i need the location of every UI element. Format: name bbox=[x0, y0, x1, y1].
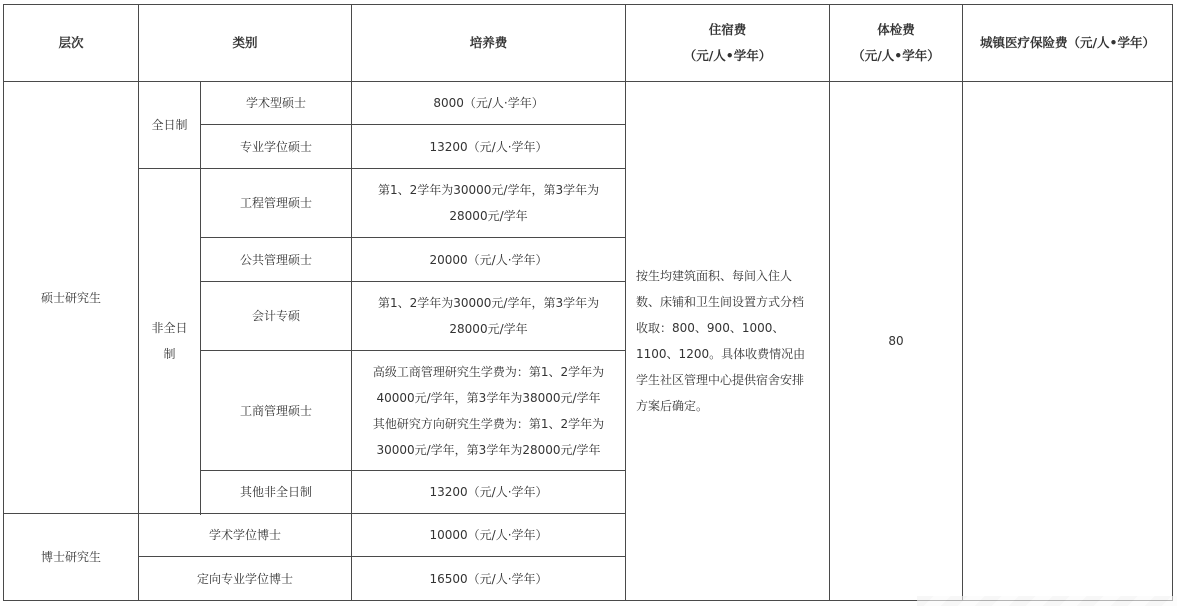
dorm-fee-line: 学生社区管理中心提供宿舍安排 bbox=[636, 373, 805, 387]
row-name: 工商管理硕士 bbox=[201, 351, 352, 471]
medical-fee-cell: 80 bbox=[830, 82, 963, 601]
insurance-fee-cell bbox=[963, 82, 1173, 601]
row-name: 工程管理硕士 bbox=[201, 169, 352, 238]
header-category: 类别 bbox=[139, 5, 352, 82]
row-fee: 13200（元/人·学年） bbox=[352, 125, 626, 169]
group-parttime bbox=[139, 169, 201, 514]
group-doctor: 博士研究生 bbox=[4, 514, 139, 601]
row-fee: 第1、2学年为30000元/学年，第3学年为 28000元/学年 bbox=[352, 169, 626, 238]
header-medical-unit: （元/人•学年） bbox=[852, 48, 940, 63]
row-name: 会计专硕 bbox=[201, 282, 352, 351]
row-name: 专业学位硕士 bbox=[201, 125, 352, 169]
row-fee: 16500（元/人·学年） bbox=[352, 557, 626, 601]
row-name: 定向专业学位博士 bbox=[139, 557, 352, 601]
row-name: 其他非全日制 bbox=[201, 471, 352, 514]
row-name: 公共管理硕士 bbox=[201, 238, 352, 282]
group-fulltime: 全日制 bbox=[139, 82, 201, 169]
header-insurance: 城镇医疗保险费（元/人•学年） bbox=[963, 5, 1173, 82]
header-row bbox=[4, 5, 1173, 82]
fee-table bbox=[3, 4, 1173, 601]
row-name: 学术型硕士 bbox=[201, 82, 352, 125]
row-fee: 10000（元/人·学年） bbox=[352, 514, 626, 557]
header-medical-title: 体检费 bbox=[877, 22, 915, 37]
header-tuition: 培养费 bbox=[352, 5, 626, 82]
row-name: 学术学位博士 bbox=[139, 514, 352, 557]
dorm-fee-line: 方案后确定。 bbox=[636, 399, 709, 413]
group-master: 硕士研究生 bbox=[4, 82, 139, 514]
row-fee: 8000（元/人·学年） bbox=[352, 82, 626, 125]
header-level: 层次 bbox=[4, 5, 139, 82]
header-dorm-unit: （元/人•学年） bbox=[683, 48, 772, 63]
header-dorm bbox=[626, 5, 830, 82]
dorm-fee-line: 按生均建筑面积、每间入住人 bbox=[636, 269, 793, 283]
row-fee: 高级工商管理研究生学费为：第1、2学年为 40000元/学年，第3学年为38000元/学年 其他研究方向研究生学费为：第1、2学年为 30000元/学年，第3学年为28000元/学年 bbox=[352, 351, 626, 471]
dorm-fee-line: 数、床铺和卫生间设置方式分档 bbox=[636, 295, 805, 309]
dorm-fee-cell bbox=[626, 82, 830, 601]
table-row bbox=[4, 82, 1173, 125]
row-fee: 第1、2学年为30000元/学年，第3学年为 28000元/学年 bbox=[352, 282, 626, 351]
row-fee: 20000（元/人·学年） bbox=[352, 238, 626, 282]
row-fee: 13200（元/人·学年） bbox=[352, 471, 626, 514]
group-parttime-label: 非全日制 bbox=[151, 321, 188, 361]
header-dorm-title: 住宿费 bbox=[708, 22, 747, 37]
dorm-fee-line: 1100、1200。具体收费情况由 bbox=[636, 347, 806, 361]
header-medical bbox=[830, 5, 963, 82]
dorm-fee-line: 收取：800、900、1000、 bbox=[636, 321, 785, 335]
